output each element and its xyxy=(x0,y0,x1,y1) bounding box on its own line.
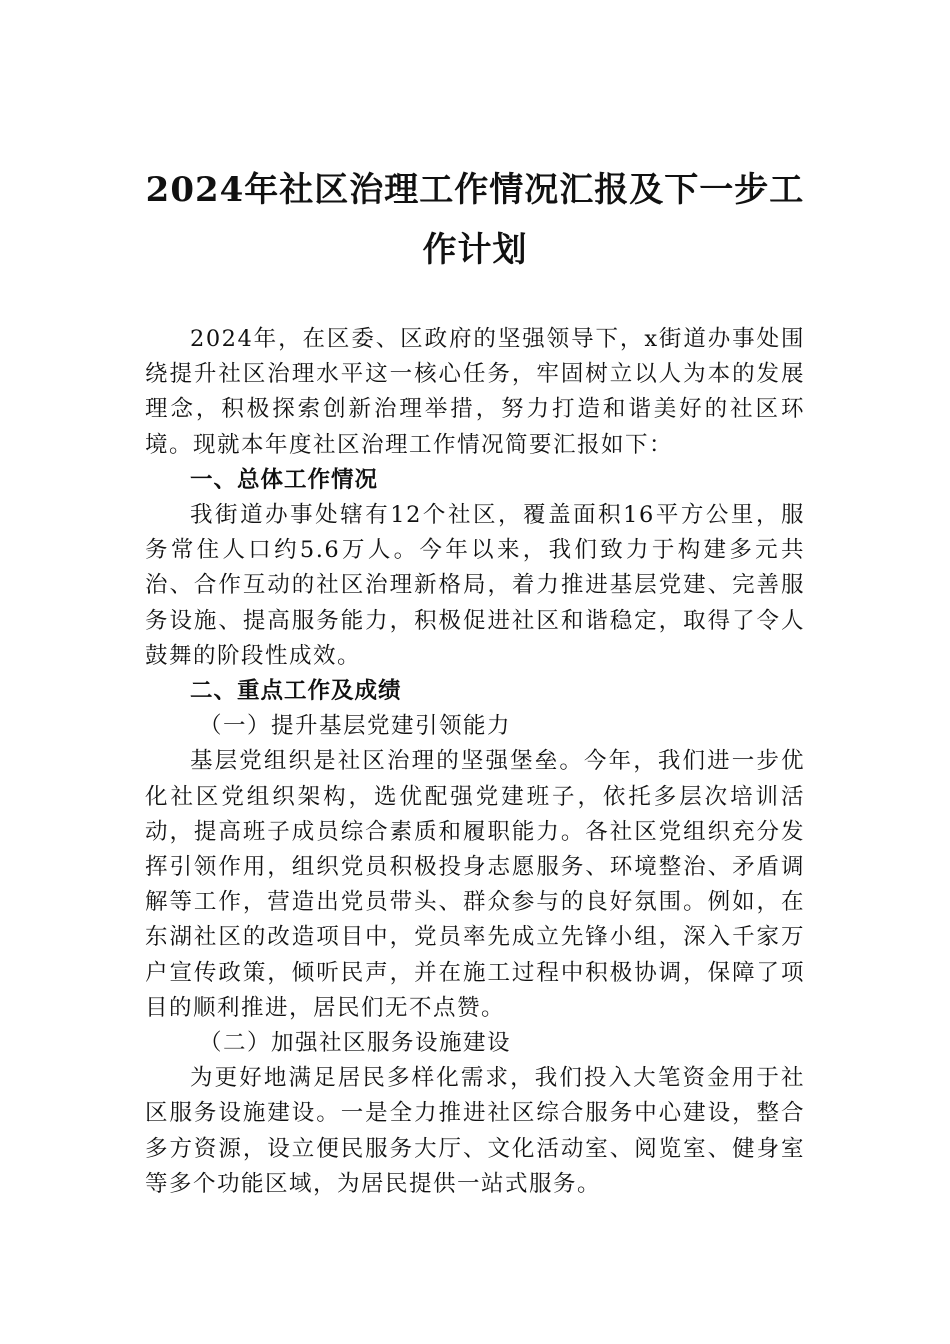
section-heading-overall: 一、总体工作情况 xyxy=(190,466,379,493)
document-title: 2024年社区治理工作情况汇报及下一步工作计划 xyxy=(145,170,805,270)
subsection-heading-party-building: （一）提升基层党建引领能力 xyxy=(199,713,512,740)
document-body xyxy=(145,322,805,1202)
party-building-paragraph: 基层党组织是社区治理的坚强堡垒。今年，我们进一步优化社区党组织架构，选优配强党建班子，依托多层次培训活动，提高班子成员综合素质和履职能力。各社区党组织充分发挥引领作用，组织党员积极投身志愿服务、环境整治、矛盾调解等工作，营造出党员带头、群众参与的良好氛围。例如，在东湖社区的改造项目中，党员率先成立先锋小组，深入千家万户宣传政策，倾听民声，并在施工过程中积极协调，保障了项目的顺利推进，居民们无不点赞。 xyxy=(145,748,805,1021)
facilities-paragraph: 为更好地满足居民多样化需求，我们投入大笔资金用于社区服务设施建设。一是全力推进社区综合服务中心建设，整合多方资源，设立便民服务大厅、文化活动室、阅览室、健身室等多个功能区域，为居民提供一站式服务。 xyxy=(145,1065,805,1197)
intro-paragraph: 2024年，在区委、区政府的坚强领导下，x街道办事处围绕提升社区治理水平这一核心任务，牢固树立以人为本的发展理念，积极探索创新治理举措，努力打造和谐美好的社区环境。现就本年度社区治理工作情况简要汇报如下： xyxy=(145,326,805,458)
section-heading-key-work: 二、重点工作及成绩 xyxy=(190,678,402,705)
overall-paragraph: 我街道办事处辖有12个社区，覆盖面积16平方公里，服务常住人口约5.6万人。今年以来，我们致力于构建多元共治、合作互动的社区治理新格局，着力推进基层党建、完善服务设施、提高服务能力，积极促进社区和谐稳定，取得了令人鼓舞的阶段性成效。 xyxy=(145,502,805,669)
subsection-heading-facilities: （二）加强社区服务设施建设 xyxy=(199,1030,512,1057)
